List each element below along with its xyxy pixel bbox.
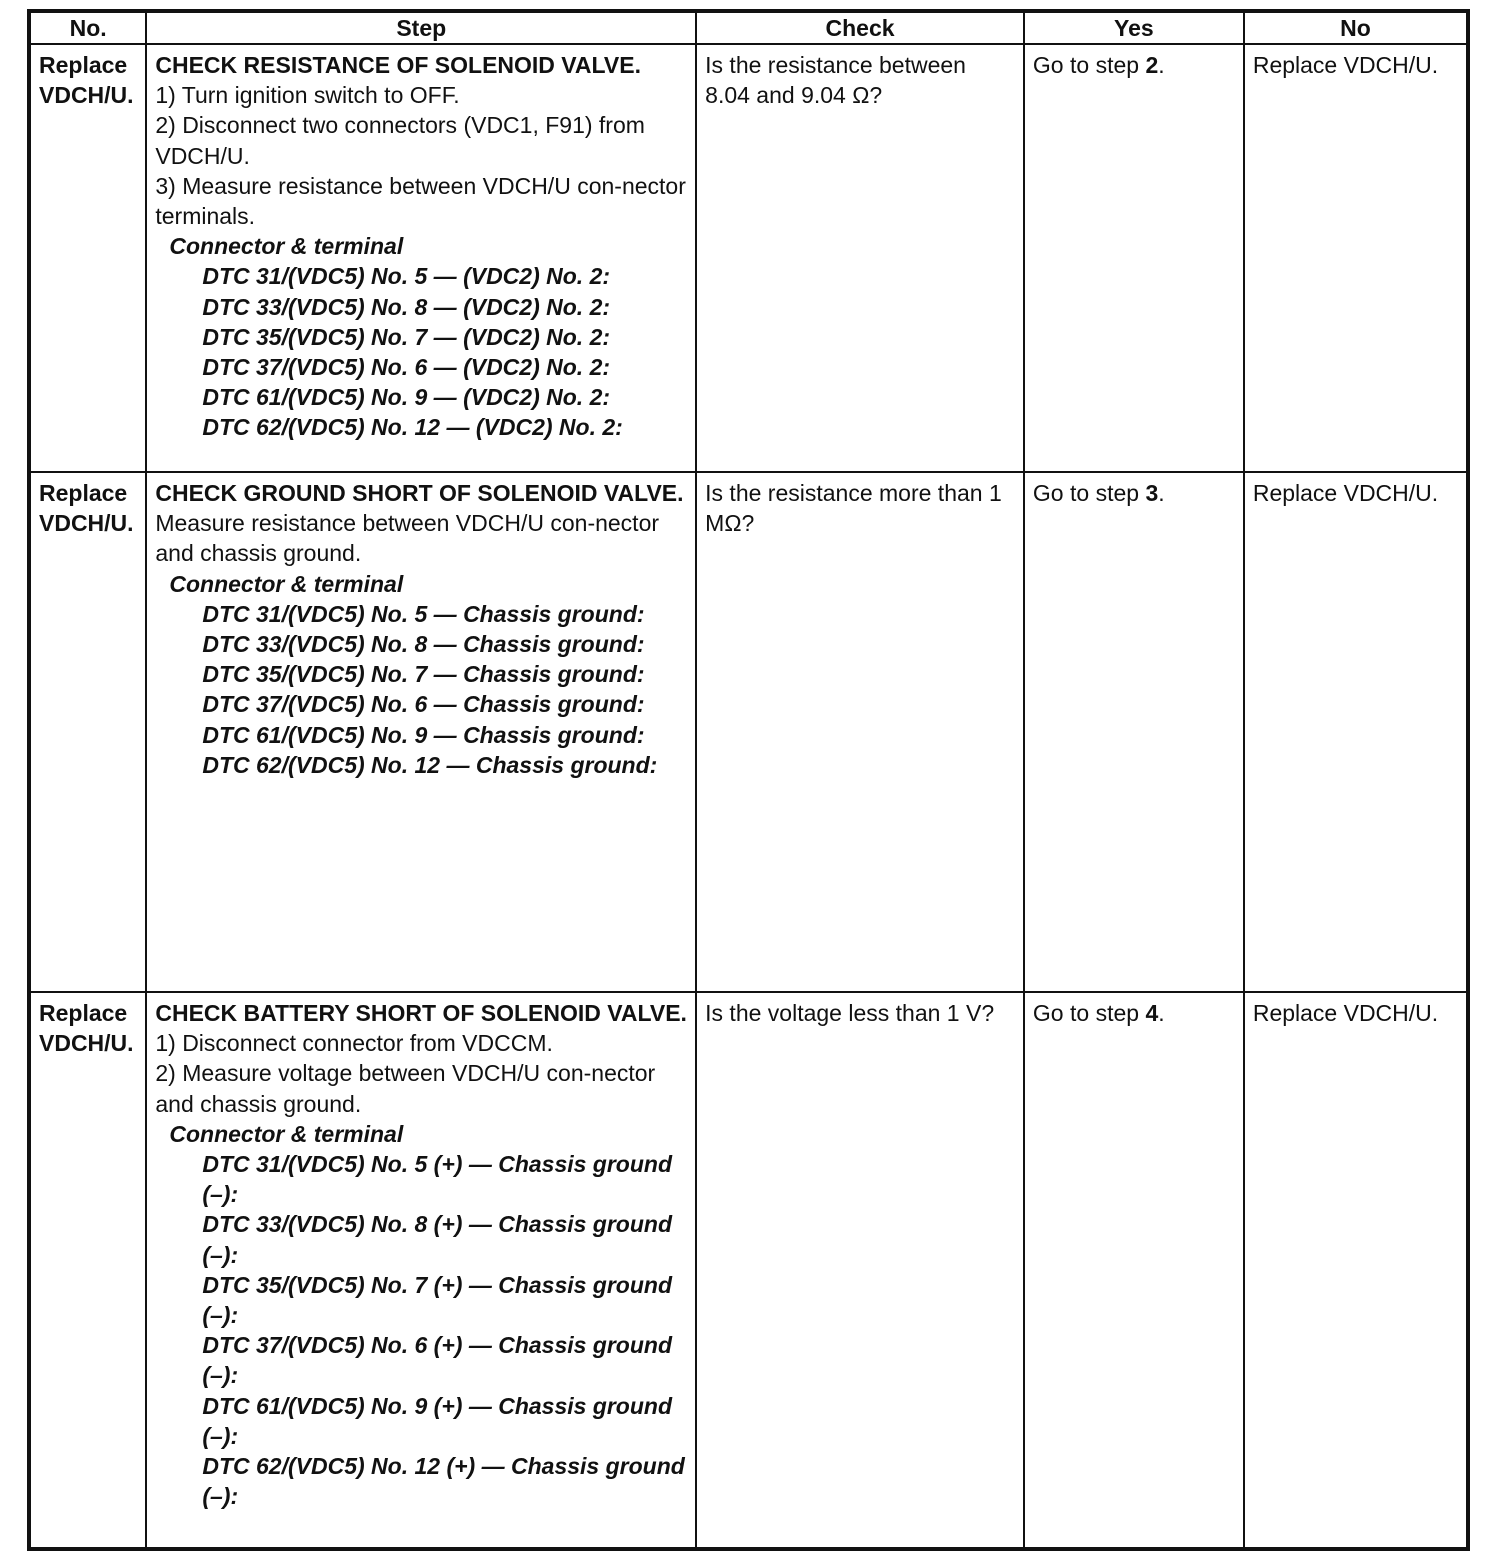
- connector-terminal: DTC 31/(VDC5) No. 5 — Chassis ground:: [202, 600, 645, 627]
- step-title: CHECK RESISTANCE OF SOLENOID VALVE.: [155, 52, 641, 78]
- diagnostic-table: [27, 9, 1470, 1551]
- step-cell: [146, 992, 696, 1549]
- yes-cell: [1024, 992, 1244, 1549]
- yes-period: .: [1158, 1000, 1165, 1026]
- yes-cell: [1024, 472, 1244, 992]
- step-number: Replace VDCH/U.: [29, 472, 146, 992]
- yes-period: .: [1158, 52, 1165, 78]
- step-line: 2) Measure voltage between VDCH/U con-nector and chassis ground.: [155, 1060, 656, 1117]
- connector-terminal: DTC 35/(VDC5) No. 7 — (VDC2) No. 2:: [202, 323, 611, 350]
- connector-terminal: DTC 37/(VDC5) No. 6 (+) — Chassis ground (–):: [202, 1332, 673, 1389]
- connector-terminal: DTC 61/(VDC5) No. 9 (+) — Chassis ground (–):: [202, 1392, 673, 1449]
- header-check: Check: [696, 11, 1024, 44]
- connector-terminal: DTC 35/(VDC5) No. 7 — Chassis ground:: [202, 661, 645, 688]
- step-cell: [146, 44, 696, 472]
- yes-text: Go to step: [1032, 480, 1146, 506]
- step-cell: [146, 472, 696, 992]
- connector-title: Connector & terminal: [169, 570, 404, 597]
- step-line: 2) Disconnect two connectors (VDC1, F91) from VDCH/U.: [155, 112, 645, 169]
- connector-terminal: DTC 33/(VDC5) No. 8 — Chassis ground:: [202, 631, 645, 658]
- yes-step-number: 3: [1145, 480, 1159, 506]
- connector-terminal: DTC 35/(VDC5) No. 7 (+) — Chassis ground (–):: [202, 1271, 673, 1329]
- connector-terminal: DTC 37/(VDC5) No. 6 — Chassis ground:: [202, 691, 645, 718]
- connector-terminal: DTC 33/(VDC5) No. 8 (+) — Chassis ground (–):: [202, 1211, 673, 1268]
- yes-text: Go to step: [1032, 52, 1146, 78]
- connector-terminal: DTC 61/(VDC5) No. 9 — (VDC2) No. 2:: [202, 384, 611, 411]
- header-step: Step: [146, 11, 696, 44]
- check-cell: Is the resistance between 8.04 and 9.04 Ω?: [696, 44, 1024, 472]
- connector-title: Connector & terminal: [169, 1120, 404, 1147]
- check-cell: Is the resistance more than 1 MΩ?: [696, 472, 1024, 992]
- step-line: Measure resistance between VDCH/U con-nector and chassis ground.: [155, 510, 660, 567]
- connector-terminal: DTC 31/(VDC5) No. 5 (+) — Chassis ground (–):: [202, 1151, 673, 1208]
- step-number: Replace VDCH/U.: [29, 992, 146, 1549]
- step-line: 1) Disconnect connector from VDCCM.: [155, 1030, 553, 1057]
- connector-terminal: DTC 37/(VDC5) No. 6 — (VDC2) No. 2:: [202, 354, 611, 381]
- header-row: [29, 11, 1468, 44]
- step-title: CHECK BATTERY SHORT OF SOLENOID VALVE.: [155, 1000, 687, 1026]
- yes-cell: [1024, 44, 1244, 472]
- check-cell: Is the voltage less than 1 V?: [696, 992, 1024, 1549]
- connector-terminal: DTC 62/(VDC5) No. 12 — Chassis ground:: [202, 751, 658, 778]
- header-no-action: No: [1244, 11, 1468, 44]
- yes-text: Go to step: [1032, 1000, 1146, 1026]
- header-no: No.: [29, 11, 146, 44]
- step-line: 1) Turn ignition switch to OFF.: [155, 82, 460, 109]
- table-row: [29, 44, 1468, 472]
- table-row: [29, 472, 1468, 992]
- connector-title: Connector & terminal: [169, 233, 404, 260]
- yes-period: .: [1158, 480, 1165, 506]
- table-row: [29, 992, 1468, 1549]
- connector-terminal: DTC 33/(VDC5) No. 8 — (VDC2) No. 2:: [202, 293, 611, 320]
- connector-terminal: DTC 62/(VDC5) No. 12 — (VDC2) No. 2:: [202, 414, 623, 441]
- yes-step-number: 2: [1145, 52, 1159, 78]
- yes-step-number: 4: [1145, 1000, 1159, 1026]
- step-title: CHECK GROUND SHORT OF SOLENOID VALVE.: [155, 480, 684, 506]
- step-line: 3) Measure resistance between VDCH/U con-nector terminals.: [155, 172, 686, 230]
- connector-terminal: DTC 61/(VDC5) No. 9 — Chassis ground:: [202, 721, 645, 748]
- header-yes: Yes: [1024, 11, 1244, 44]
- step-number: Replace VDCH/U.: [29, 44, 146, 472]
- connector-terminal: DTC 31/(VDC5) No. 5 — (VDC2) No. 2:: [202, 263, 611, 290]
- no-cell: Replace VDCH/U.: [1244, 992, 1468, 1549]
- no-cell: Replace VDCH/U.: [1244, 472, 1468, 992]
- connector-terminal: DTC 62/(VDC5) No. 12 (+) — Chassis ground (–):: [202, 1453, 685, 1510]
- no-cell: Replace VDCH/U.: [1244, 44, 1468, 472]
